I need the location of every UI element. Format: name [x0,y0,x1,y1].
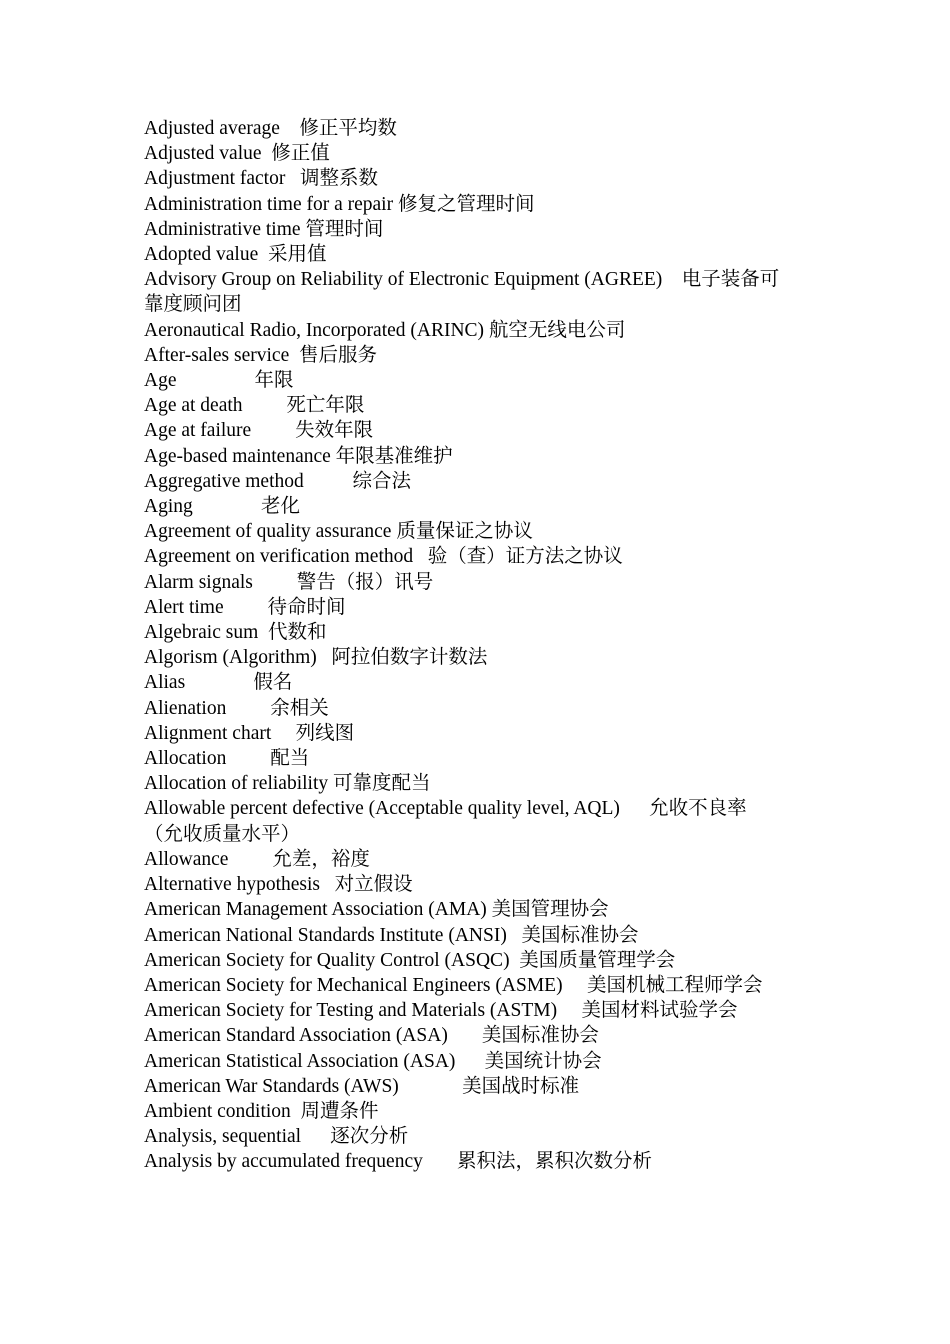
glossary-entry: Allowance 允差，裕度 [144,848,370,870]
glossary-entry: Allowable percent defective (Acceptable quality level, AQL) 允收不良率（允收质量水平） [144,798,747,845]
glossary-entry: Alignment chart 列线图 [144,722,355,744]
glossary-entry: Analysis by accumulated frequency 累积法，累积次数分析 [144,1151,652,1173]
glossary-entry: After-sales service 售后服务 [144,344,377,366]
glossary-entry: American National Standards Institute (ANSI) 美国标准协会 [144,924,639,946]
glossary-entry: Analysis, sequential 逐次分析 [144,1126,409,1148]
glossary-entry: Alert time 待命时间 [144,596,346,618]
glossary-entry: Administrative time 管理时间 [144,218,384,240]
glossary-entry: Alarm signals 警告（报）讯号 [144,571,434,593]
glossary-entry: Aging 老化 [144,496,301,518]
glossary-entry: Algebraic sum 代数和 [144,622,327,644]
glossary-entry: Adjustment factor 调整系数 [144,168,378,190]
glossary-entry: Adopted value 采用值 [144,244,327,266]
glossary-entry: Age 年限 [144,370,294,392]
glossary-entry: American Management Association (AMA) 美国管理协会 [144,899,609,921]
glossary-entry: Agreement of quality assurance 质量保证之协议 [144,521,533,543]
glossary-entry: American Society for Mechanical Engineers (ASME) 美国机械工程师学会 [144,974,763,996]
glossary-entry: Alternative hypothesis 对立假设 [144,874,413,896]
glossary-entry: American Standard Association (ASA) 美国标准协会 [144,1025,599,1047]
glossary-entry: Alienation 余相关 [144,697,329,719]
glossary-entry: American Society for Quality Control (ASQC) 美国质量管理学会 [144,949,676,971]
glossary-entry: American Statistical Association (ASA) 美国统计协会 [144,1050,602,1072]
glossary-entry: Age at failure 失效年限 [144,420,374,442]
glossary-entry: Allocation of reliability 可靠度配当 [144,773,431,795]
glossary-entry: American War Standards (AWS) 美国战时标准 [144,1075,580,1097]
glossary-entry: Administration time for a repair 修复之管理时间 [144,193,535,215]
glossary-entry: American Society for Testing and Materials (ASTM) 美国材料试验学会 [144,1000,738,1022]
glossary-entry: Agreement on verification method 验（查）证方法之协议 [144,546,623,568]
glossary-entry: Alias 假名 [144,672,293,694]
glossary-entry: Aggregative method 综合法 [144,470,411,492]
glossary-entry: Ambient condition 周遭条件 [144,1100,379,1122]
glossary-entry: Aeronautical Radio, Incorporated (ARINC) 航空无线电公司 [144,319,626,341]
glossary-entry: Advisory Group on Reliability of Electronic Equipment (AGREE) 电子装备可靠度顾问团 [144,269,780,316]
glossary-entry: Adjusted average 修正平均数 [144,118,397,139]
glossary-entry: Allocation 配当 [144,748,310,770]
glossary-entry: Age at death 死亡年限 [144,395,365,417]
glossary-list [144,116,784,1175]
glossary-entry: Algorism (Algorithm) 阿拉伯数字计数法 [144,647,488,669]
glossary-entry: Age-based maintenance 年限基准维护 [144,445,453,467]
glossary-entry: Adjusted value 修正值 [144,143,330,165]
